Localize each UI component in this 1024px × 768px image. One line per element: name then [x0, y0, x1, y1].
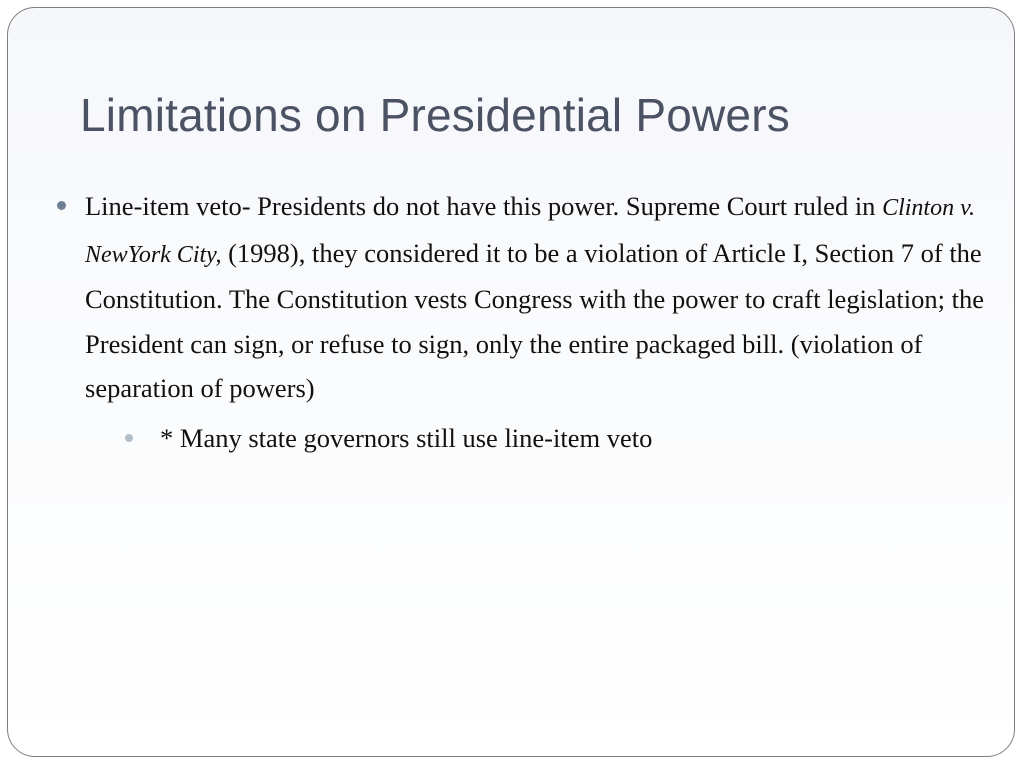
- slide-title: Limitations on Presidential Powers: [80, 89, 790, 141]
- case-name: Clinton v. NewYork City,: [85, 195, 975, 268]
- bullet-text-part-1: Line-item veto- Presidents do not have this power. Supreme Court ruled in: [85, 191, 883, 221]
- sub-bullet-text: * Many state governors still use line-item veto: [160, 422, 653, 453]
- sub-bullet-dot-icon: [125, 434, 133, 442]
- slide-body: [52, 184, 992, 460]
- bullet-text-part-2: (1998), they considered it to be a violation of Article I, Section 7 of the Constitution. The Constitution vests Congress with the power to craft legislation; the President can sign, or refuse to sign, only the entire packaged bill. (violation of separation of powers): [85, 237, 984, 403]
- bullet-dot-icon: [57, 201, 66, 210]
- sub-bullet-item: [52, 416, 992, 461]
- bullet-item: [52, 184, 992, 411]
